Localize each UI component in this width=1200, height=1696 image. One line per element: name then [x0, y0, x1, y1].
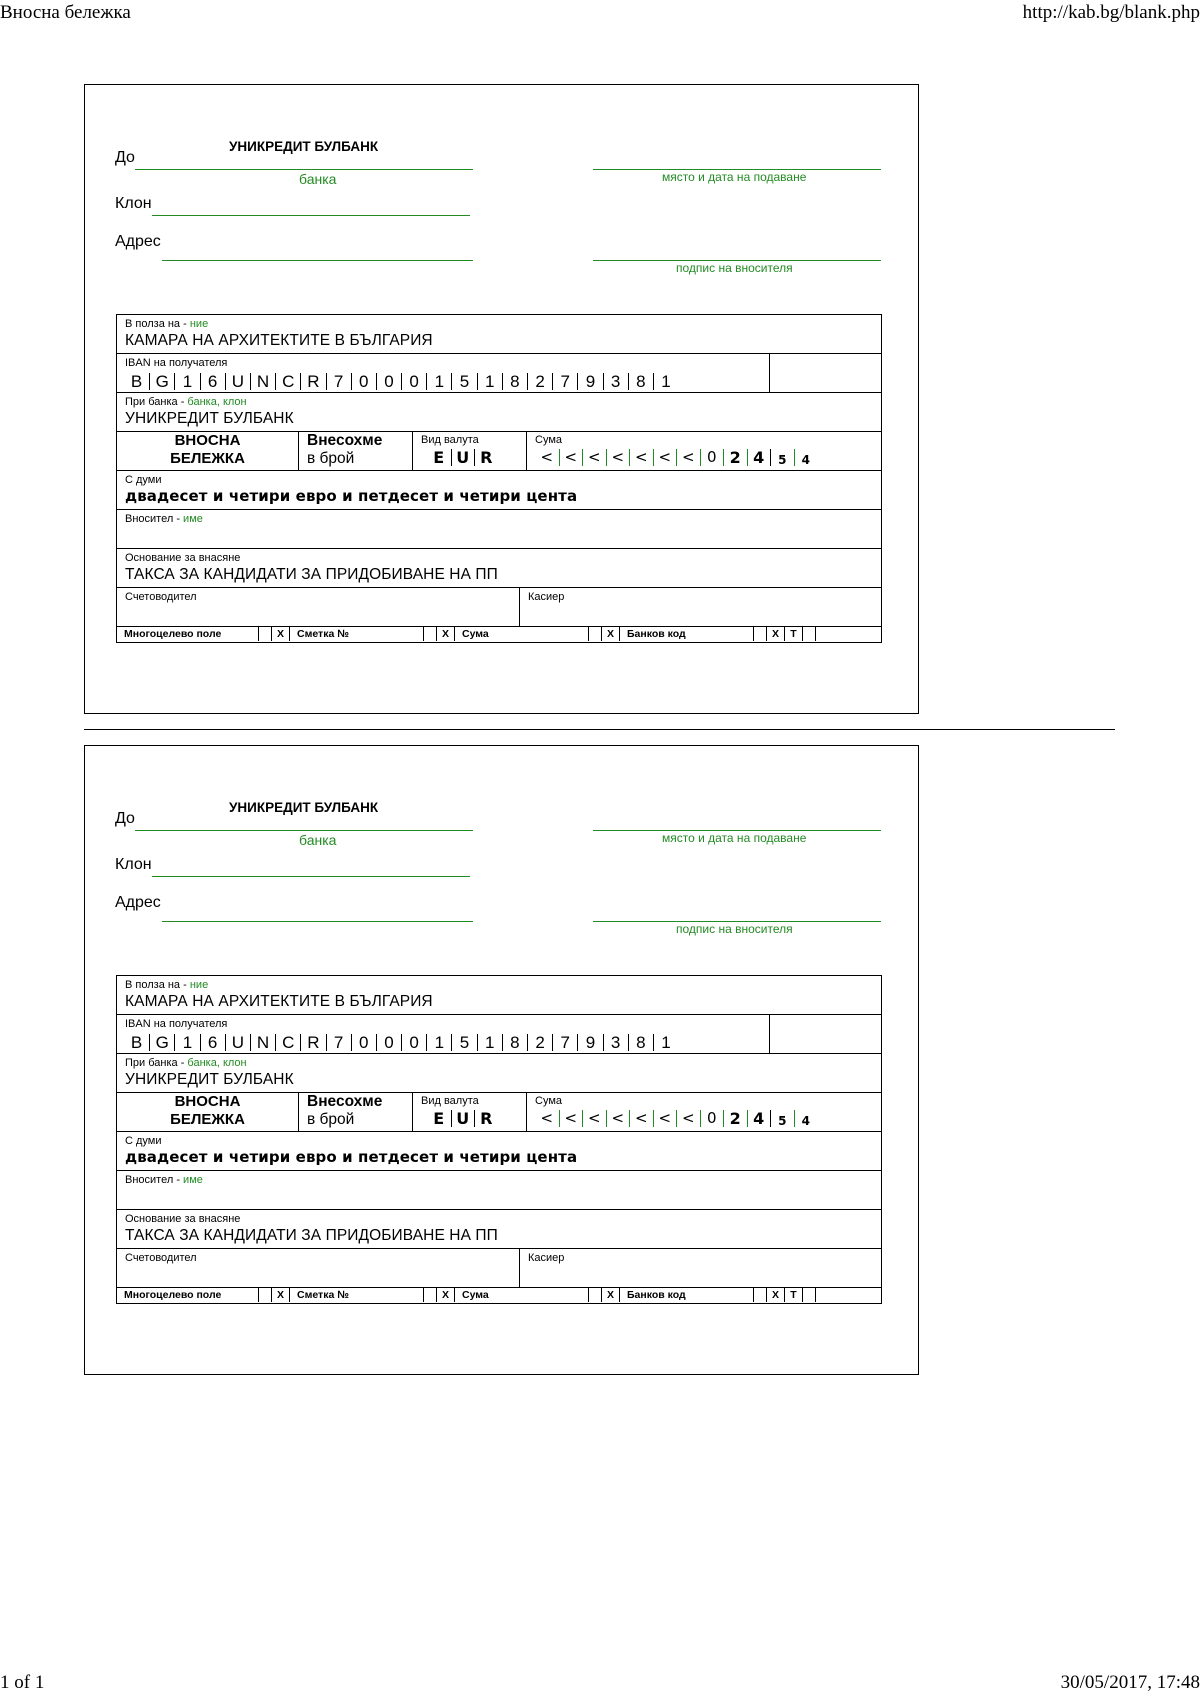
- char-cell: <: [606, 449, 630, 466]
- char-cell: 9: [577, 373, 602, 390]
- header-bank-value: УНИКРЕДИТ БУЛБАНК: [229, 139, 379, 154]
- cashier-cell: Касиер: [528, 591, 565, 603]
- char-cell: 5: [451, 1034, 476, 1051]
- iban-extra-box: [769, 354, 881, 392]
- to-label: До: [115, 810, 135, 827]
- char-cell: <: [582, 1110, 606, 1127]
- iban-row: [117, 354, 881, 393]
- cash-deposit-label: Внесохме в брой: [298, 1093, 412, 1131]
- char-cell: 7: [552, 373, 577, 390]
- iban-label: IBAN на получателя: [125, 1018, 228, 1030]
- address-label: Адрес: [115, 233, 161, 250]
- char-cell: B: [130, 1033, 143, 1052]
- signature-caption: подпис на вносителя: [676, 922, 793, 936]
- reason-row: [117, 549, 881, 588]
- char-cell: 8: [628, 373, 653, 390]
- char-cell: 2: [527, 373, 552, 390]
- iban-extra-box: [769, 1015, 881, 1053]
- words-row: [117, 471, 881, 510]
- branch-label: Клон: [115, 856, 152, 873]
- reason-value: ТАКСА ЗА КАНДИДАТИ ЗА ПРИДОБИВАНЕ НА ПП: [125, 566, 498, 583]
- char-cell: <: [676, 449, 700, 466]
- char-cell: U: [225, 1034, 250, 1051]
- char-cell: N: [250, 373, 275, 390]
- multipurpose-strip: [117, 1288, 881, 1303]
- char-cell: 7: [552, 1034, 577, 1051]
- branch-line: [152, 215, 470, 216]
- bank-line: [135, 169, 473, 170]
- char-cell: U: [225, 373, 250, 390]
- bank-label: При банка - банка, клон: [125, 1057, 247, 1069]
- char-cell: 1: [477, 1034, 502, 1051]
- document-title: ВНОСНА БЕЛЕЖКА: [170, 432, 245, 467]
- beneficiary-label: В полза на - ние: [125, 318, 209, 330]
- char-cell: 8: [502, 1034, 527, 1051]
- currency-chars: [427, 449, 498, 466]
- char-cell: U: [451, 449, 475, 466]
- accountant-cell: Счетоводител: [117, 588, 520, 626]
- char-cell: R: [300, 1034, 325, 1051]
- char-cell: <: [653, 1110, 677, 1127]
- words-value: двадесет и четири евро и петдесет и четири цента: [125, 1148, 578, 1166]
- char-cell: 1: [653, 373, 678, 390]
- beneficiary-row: [117, 976, 881, 1015]
- account-number-label: Сметка №: [290, 627, 424, 641]
- char-cell: G: [149, 1034, 174, 1051]
- bank-code-label: Банков код: [620, 1288, 754, 1302]
- char-cell: 1: [426, 1034, 451, 1051]
- bank-label: При банка - банка, клон: [125, 396, 247, 408]
- strip-empty-cell: [424, 1288, 437, 1302]
- char-cell: 3: [603, 1034, 628, 1051]
- strip-t-mark: T: [785, 627, 803, 641]
- document-title: ВНОСНА БЕЛЕЖКА: [170, 1093, 245, 1128]
- beneficiary-value: КАМАРА НА АРХИТЕКТИТЕ В БЪЛГАРИЯ: [125, 332, 433, 349]
- deposit-slip: [84, 745, 919, 1375]
- signoff-row: [117, 1249, 881, 1288]
- reason-value: ТАКСА ЗА КАНДИДАТИ ЗА ПРИДОБИВАНЕ НА ПП: [125, 1227, 498, 1244]
- sum-chars: [535, 449, 817, 466]
- char-cell: 7: [326, 1034, 351, 1051]
- char-cell: B: [130, 372, 143, 391]
- signoff-row: [117, 588, 881, 627]
- strip-x-mark: X: [272, 1288, 290, 1302]
- words-label: С думи: [125, 474, 162, 486]
- iban-chars: [124, 373, 678, 390]
- strip-empty-cell: [816, 1288, 826, 1302]
- char-cell: 9: [577, 1034, 602, 1051]
- char-cell: <: [540, 448, 554, 466]
- date-caption: място и дата на подаване: [662, 831, 807, 845]
- print-page-url: http://kab.bg/blank.php: [1022, 2, 1200, 23]
- char-cell: <: [540, 1109, 554, 1127]
- beneficiary-row: [117, 315, 881, 354]
- accountant-cell: Счетоводител: [117, 1249, 520, 1287]
- currency-label: Вид валута: [421, 1095, 479, 1107]
- depositor-row: [117, 1171, 881, 1210]
- sum-cell: [526, 432, 881, 470]
- strip-empty-cell: [424, 627, 437, 641]
- strip-x-mark: X: [602, 1288, 620, 1302]
- reason-row: [117, 1210, 881, 1249]
- char-cell: <: [629, 449, 653, 466]
- char-cell: E: [433, 1109, 445, 1128]
- bank-caption: банка: [299, 171, 337, 187]
- multipurpose-field-label: Многоцелево поле: [117, 1288, 259, 1302]
- currency-cell: [412, 1093, 526, 1131]
- cut-separator: [84, 729, 1115, 730]
- char-cell: <: [559, 1110, 583, 1127]
- words-label: С думи: [125, 1135, 162, 1147]
- bank-code-label: Банков код: [620, 627, 754, 641]
- char-cell: 2: [723, 1110, 747, 1127]
- document-row: [117, 432, 881, 471]
- char-cell: 1: [174, 373, 199, 390]
- strip-sum-label: Сума: [455, 1288, 589, 1302]
- print-page-title: Вносна бележка: [0, 2, 131, 23]
- date-caption: място и дата на подаване: [662, 170, 807, 184]
- char-cell: 4: [794, 449, 818, 466]
- words-row: [117, 1132, 881, 1171]
- char-cell: 1: [426, 373, 451, 390]
- char-cell: 4: [747, 1110, 771, 1127]
- strip-x-mark: X: [437, 1288, 455, 1302]
- char-cell: R: [300, 373, 325, 390]
- deposit-slip: [84, 84, 919, 714]
- char-cell: <: [676, 1110, 700, 1127]
- strip-empty-cell: [589, 1288, 602, 1302]
- strip-x-mark: X: [272, 627, 290, 641]
- strip-x-mark: X: [437, 627, 455, 641]
- branch-label: Клон: [115, 195, 152, 212]
- reason-label: Основание за внасяне: [125, 1213, 241, 1225]
- char-cell: 4: [747, 449, 771, 466]
- strip-x-mark: X: [767, 1288, 785, 1302]
- strip-empty-cell: [816, 627, 826, 641]
- signature-caption: подпис на вносителя: [676, 261, 793, 275]
- char-cell: 6: [200, 373, 225, 390]
- iban-label: IBAN на получателя: [125, 357, 228, 369]
- char-cell: 1: [174, 1034, 199, 1051]
- depositor-label: Вносител - име: [125, 1174, 203, 1186]
- char-cell: 2: [723, 449, 747, 466]
- char-cell: <: [582, 449, 606, 466]
- strip-empty-cell: [589, 627, 602, 641]
- char-cell: E: [433, 448, 445, 467]
- char-cell: 0: [700, 449, 724, 466]
- char-cell: <: [629, 1110, 653, 1127]
- char-cell: 1: [477, 373, 502, 390]
- address-line: [162, 260, 473, 261]
- strip-empty-cell: [754, 1288, 767, 1302]
- char-cell: <: [606, 1110, 630, 1127]
- currency-cell: [412, 432, 526, 470]
- account-number-label: Сметка №: [290, 1288, 424, 1302]
- cash-deposit-label: Внесохме в брой: [298, 432, 412, 470]
- char-cell: 8: [502, 373, 527, 390]
- document-row: [117, 1093, 881, 1132]
- address-label: Адрес: [115, 894, 161, 911]
- char-cell: 5: [451, 373, 476, 390]
- currency-chars: [427, 1110, 498, 1127]
- char-cell: 0: [351, 1034, 376, 1051]
- char-cell: 0: [376, 1034, 401, 1051]
- header-bank-value: УНИКРЕДИТ БУЛБАНК: [229, 800, 379, 815]
- bank-line: [135, 830, 473, 831]
- strip-empty-cell: [754, 627, 767, 641]
- char-cell: 3: [603, 373, 628, 390]
- sum-label: Сума: [535, 434, 563, 446]
- bank-row: [117, 1054, 881, 1093]
- strip-empty-cell: [803, 627, 816, 641]
- char-cell: G: [149, 373, 174, 390]
- strip-x-mark: X: [602, 627, 620, 641]
- branch-line: [152, 876, 470, 877]
- char-cell: R: [474, 1110, 498, 1127]
- bank-value: УНИКРЕДИТ БУЛБАНК: [125, 410, 294, 427]
- depositor-row: [117, 510, 881, 549]
- strip-empty-cell: [259, 627, 272, 641]
- char-cell: 7: [326, 373, 351, 390]
- bank-value: УНИКРЕДИТ БУЛБАНК: [125, 1071, 294, 1088]
- print-timestamp: 30/05/2017, 17:48: [1060, 1672, 1200, 1693]
- char-cell: 4: [794, 1110, 818, 1127]
- depositor-label: Вносител - име: [125, 513, 203, 525]
- char-cell: 5: [770, 449, 794, 466]
- char-cell: R: [474, 449, 498, 466]
- strip-empty-cell: [259, 1288, 272, 1302]
- bank-caption: банка: [299, 832, 337, 848]
- sum-cell: [526, 1093, 881, 1131]
- payment-form: [116, 314, 882, 643]
- char-cell: <: [559, 449, 583, 466]
- char-cell: 2: [527, 1034, 552, 1051]
- char-cell: 8: [628, 1034, 653, 1051]
- address-line: [162, 921, 473, 922]
- char-cell: 0: [401, 1034, 426, 1051]
- char-cell: 0: [376, 373, 401, 390]
- char-cell: 0: [401, 373, 426, 390]
- cashier-cell: Касиер: [528, 1252, 565, 1264]
- iban-row: [117, 1015, 881, 1054]
- strip-x-mark: X: [767, 627, 785, 641]
- iban-chars: [124, 1034, 678, 1051]
- char-cell: 6: [200, 1034, 225, 1051]
- char-cell: U: [451, 1110, 475, 1127]
- char-cell: 5: [770, 1110, 794, 1127]
- strip-sum-label: Сума: [455, 627, 589, 641]
- words-value: двадесет и четири евро и петдесет и четири цента: [125, 487, 578, 505]
- char-cell: 0: [351, 373, 376, 390]
- char-cell: <: [653, 449, 677, 466]
- beneficiary-label: В полза на - ние: [125, 979, 209, 991]
- to-label: До: [115, 149, 135, 166]
- strip-empty-cell: [803, 1288, 816, 1302]
- sum-chars: [535, 1110, 817, 1127]
- char-cell: 0: [700, 1110, 724, 1127]
- bank-row: [117, 393, 881, 432]
- sum-label: Сума: [535, 1095, 563, 1107]
- multipurpose-strip: [117, 627, 881, 642]
- reason-label: Основание за внасяне: [125, 552, 241, 564]
- char-cell: C: [275, 1034, 300, 1051]
- char-cell: N: [250, 1034, 275, 1051]
- multipurpose-field-label: Многоцелево поле: [117, 627, 259, 641]
- strip-t-mark: T: [785, 1288, 803, 1302]
- currency-label: Вид валута: [421, 434, 479, 446]
- char-cell: 1: [653, 1034, 678, 1051]
- print-page-counter: 1 of 1: [0, 1672, 45, 1693]
- beneficiary-value: КАМАРА НА АРХИТЕКТИТЕ В БЪЛГАРИЯ: [125, 993, 433, 1010]
- payment-form: [116, 975, 882, 1304]
- char-cell: C: [275, 373, 300, 390]
